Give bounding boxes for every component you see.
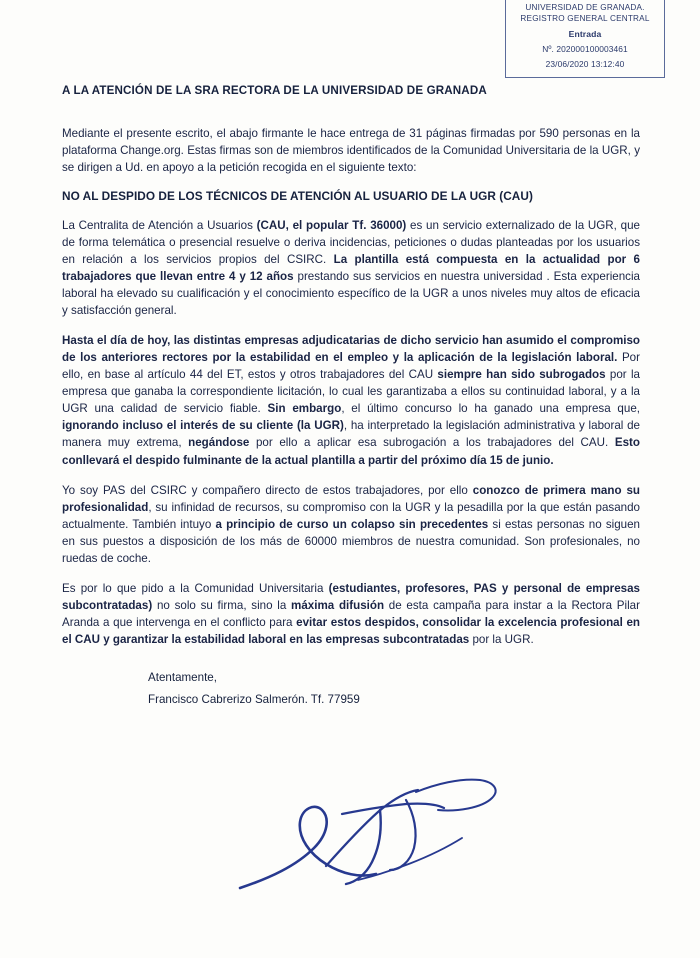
p3-text-1: Yo soy PAS del CSIRC y compañero directo de estos trabajadores, por ello <box>62 483 473 497</box>
letter-signer: Francisco Cabrerizo Salmerón. Tf. 77959 <box>148 692 360 706</box>
letter-paragraph-2 <box>62 332 640 468</box>
letter-addressee: A LA ATENCIÓN DE LA SRA RECTORA DE LA UNIVERSIDAD DE GRANADA <box>62 84 487 97</box>
letter-heading: NO AL DESPIDO DE LOS TÉCNICOS DE ATENCIÓN AL USUARIO DE LA UGR (CAU) <box>62 189 533 204</box>
p4-text-3: de esta campaña para instar a la Rectora Pilar Aranda a que intervenga en el conflicto para <box>62 598 640 629</box>
letter-closing: Atentamente, <box>148 670 217 684</box>
letter-intro-paragraph: Mediante el presente escrito, el abajo firmante le hace entrega de 31 páginas firmadas por 590 personas en la plataforma Change.org. Estas firmas son de miembros identificados de la Comunidad Universitaria de la UGR, y se dirigen a Ud. en apoyo a la petición recogida en el siguiente texto: <box>62 127 640 175</box>
handwritten-signature <box>230 770 520 920</box>
letter-paragraph-4 <box>62 580 640 648</box>
p2-text-5: por ello a aplicar esa subrogación a los trabajadores del CAU. <box>249 436 615 450</box>
p2-bold-4: ignorando incluso el interés de su cliente (la UGR) <box>62 419 344 433</box>
p1-text-1: La Centralita de Atención a Usuarios <box>62 219 257 233</box>
p3-bold-1: conozco de primera mano su profesionalidad <box>62 483 641 514</box>
p1-text-3: prestando sus servicios en nuestra universidad . Esta experiencia laboral ha elevado su cualificación y el conocimiento específico de la UGR a unos niveles muy altos de eficacia y satisfacción general. <box>62 270 640 318</box>
p2-text-3: , el último concurso lo ha ganado una empresa que, <box>341 402 640 416</box>
p4-text-4: por la UGR. <box>469 632 534 646</box>
p2-text-1: Por ello, en base al artículo 44 del ET, estos y otros trabajadores del CAU <box>62 351 640 382</box>
p1-bold-2: La plantilla está compuesta en la actualidad por 6 trabajadores que llevan entre 4 y 12 años <box>62 253 640 284</box>
p4-text-1: Es por lo que pido a la Comunidad Universitaria <box>62 581 329 595</box>
p2-bold-3: Sin embargo <box>267 402 342 416</box>
p4-bold-1: (estudiantes, profesores, PAS y personal de empresas subcontratadas) <box>62 581 640 612</box>
stamp-entry-number: Nº. 202000100003461 <box>542 44 628 55</box>
p2-bold-2: siempre han sido subrogados <box>437 368 606 382</box>
stamp-entry-datetime: 23/06/2020 13:12:40 <box>545 59 625 70</box>
p3-text-2: , su infinidad de recursos, su compromiso con la UGR y la pesadilla por la que están pasando actualmente. También intuyo <box>62 500 640 531</box>
stamp-entry-label: Entrada <box>568 28 602 39</box>
letter-paragraph-1 <box>62 217 640 319</box>
stamp-organization-line2: REGISTRO GENERAL CENTRAL <box>520 14 650 24</box>
p4-bold-2: máxima difusión <box>291 598 385 612</box>
p3-text-3: si estas personas no siguen en sus puestos a disposición de los más de 60000 miembros de nuestra comunidad. Son profesionales, no ruedas de coche. <box>62 517 640 565</box>
p2-bold-6: Esto conllevará el despido fulminante de la actual plantilla a partir del próximo día 15 de junio. <box>62 436 640 467</box>
p4-bold-3: evitar estos despidos, consolidar la excelencia profesional en el CAU y garantizar la estabilidad laboral en las empresas subcontratadas <box>62 615 640 646</box>
p2-bold-1: Hasta el día de hoy, las distintas empresas adjudicatarias de dicho servicio han asumido el compromiso de los anteriores rectores por la estabilidad en el empleo y la aplicación de la legislación laboral. <box>62 334 640 365</box>
p3-bold-2: a principio de curso un colapso sin precedentes <box>215 517 489 531</box>
stamp-organization-line1: UNIVERSIDAD DE GRANADA. <box>525 3 645 12</box>
p2-text-2: por la empresa que ganaba la correspondiente licitación, lo cual les garantizaba a ellos su continuidad laboral, y a la UGR una calidad de servicio fiable. <box>62 368 640 416</box>
registry-stamp <box>505 0 665 78</box>
signature-block <box>62 668 640 709</box>
p1-bold-1: (CAU, el popular Tf. 36000) <box>256 219 407 233</box>
p1-text-2: es un servicio externalizado de la UGR, que de forma telemática o presencial resuelve o deriva incidencias, peticiones o dudas planteadas por los usuarios en relación a los servicios propios del CSIRC. <box>62 219 640 267</box>
letter-body <box>62 84 640 709</box>
p4-text-2: no solo su firma, sino la <box>152 598 292 612</box>
p2-text-4: , ha interpretado la legislación administrativa y laboral de manera muy extrema, <box>62 419 640 450</box>
letter-paragraph-3 <box>62 482 640 567</box>
p2-bold-5: negándose <box>188 436 250 450</box>
